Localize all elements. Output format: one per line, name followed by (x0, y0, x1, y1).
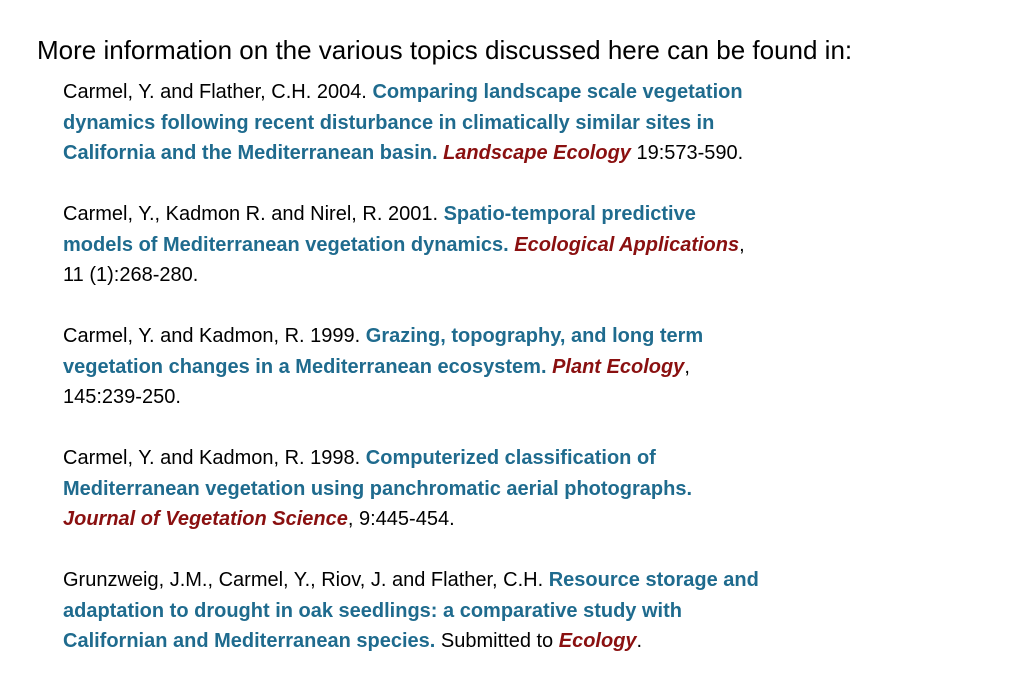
reference-journal: Landscape Ecology (443, 142, 631, 164)
reference-item (63, 565, 963, 657)
reference-authors: Carmel, Y., Kadmon R. and Nirel, R. 2001. (63, 203, 444, 225)
reference-title: California and the Mediterranean basin. (63, 142, 444, 164)
reference-title: Mediterranean vegetation using panchromatic aerial photographs. (63, 477, 693, 500)
reference-volume: 145:239-250. (63, 386, 181, 408)
reference-title: Resource storage and (548, 569, 759, 591)
reference-title: adaptation to drought in oak seedlings: a comparative study with (63, 599, 682, 622)
reference-item (63, 199, 963, 291)
reference-punctuation: , (684, 355, 690, 378)
reference-title: Computerized classification of (365, 447, 656, 469)
page-heading: More information on the various topics discussed here can be found in: (37, 35, 853, 65)
reference-item (63, 443, 963, 535)
reference-list (63, 77, 963, 687)
reference-authors: Carmel, Y. and Kadmon, R. 1999. (63, 325, 366, 347)
reference-volume: , 9:445-454. (347, 508, 455, 530)
reference-journal: Ecological Applications (514, 233, 740, 256)
reference-authors: Grunzweig, J.M., Carmel, Y., Riov, J. and Flather, C.H. (63, 569, 549, 591)
reference-status: Submitted to (440, 630, 559, 652)
reference-journal: Journal of Vegetation Science (63, 508, 348, 530)
reference-journal: Ecology (558, 630, 637, 652)
reference-item (63, 77, 963, 169)
reference-authors: Carmel, Y. and Flather, C.H. 2004. (63, 81, 373, 103)
reference-title: dynamics following recent disturbance in climatically similar sites in (63, 111, 715, 134)
reference-title: Californian and Mediterranean species. (63, 630, 441, 652)
reference-authors: Carmel, Y. and Kadmon, R. 1998. (63, 447, 366, 469)
reference-volume: 11 (1):268-280. (63, 264, 199, 286)
reference-title: Comparing landscape scale vegetation (372, 81, 743, 103)
reference-title: models of Mediterranean vegetation dynamics. (63, 233, 515, 256)
reference-punctuation: . (636, 630, 643, 652)
reference-journal: Plant Ecology (552, 355, 685, 378)
reference-punctuation: , (739, 233, 745, 256)
reference-title: Spatio-temporal predictive (443, 203, 696, 225)
reference-title: vegetation changes in a Mediterranean ecosystem. (63, 355, 553, 378)
reference-title: Grazing, topography, and long term (365, 325, 704, 347)
reference-item (63, 321, 963, 413)
reference-volume: 19:573-590. (630, 142, 744, 164)
